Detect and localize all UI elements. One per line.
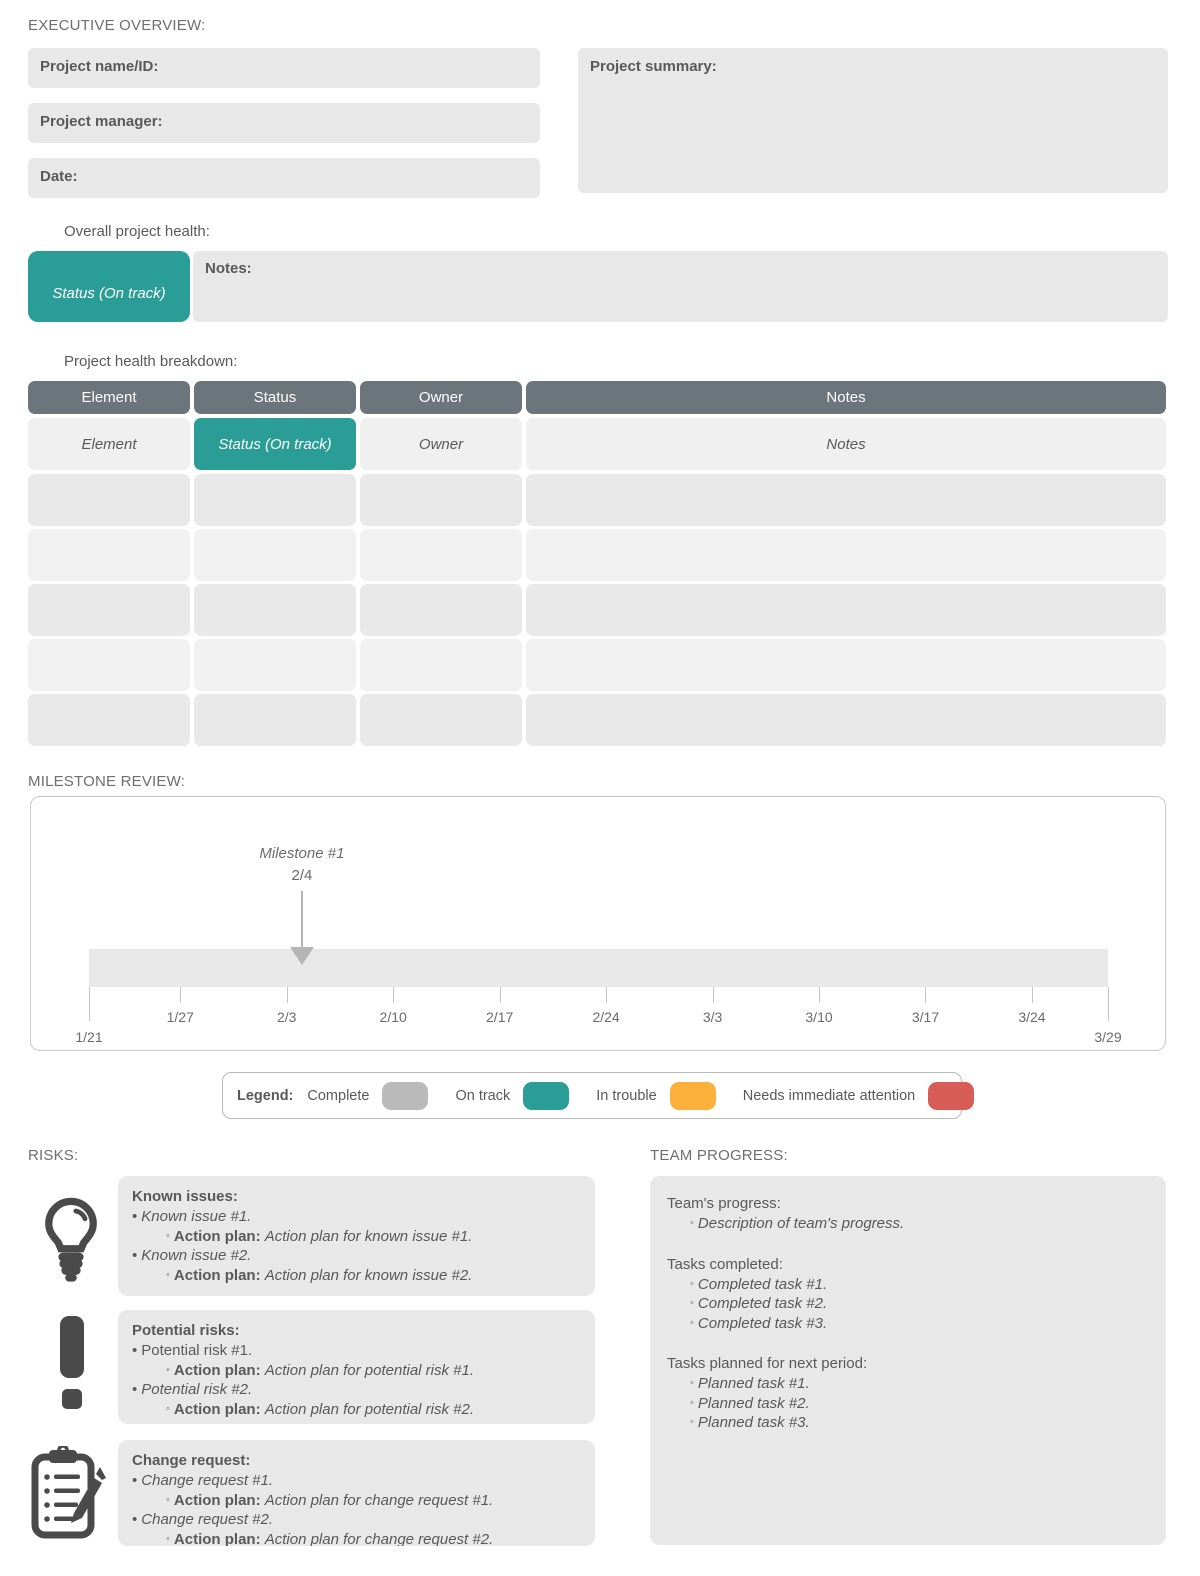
sub-bullet-icon: ◦ xyxy=(690,1277,694,1290)
exclamation-icon xyxy=(58,1316,86,1415)
risk-action-plan xyxy=(132,1530,581,1547)
action-plan-text: Action plan for potential risk #1. xyxy=(264,1361,475,1379)
action-plan-label: Action plan: xyxy=(173,1530,265,1546)
timeline-week-tick xyxy=(393,987,394,1003)
sub-bullet-icon: ◦ xyxy=(690,1416,694,1428)
legend-item xyxy=(455,1082,569,1110)
action-plan-label: Action plan: xyxy=(173,1266,265,1284)
action-plan-text: Action plan for change request #2. xyxy=(264,1530,494,1546)
legend-swatch xyxy=(382,1082,428,1110)
table-status-pill[interactable]: Status (On track) xyxy=(194,418,356,470)
table-cell-element[interactable]: Element xyxy=(28,418,190,470)
table-cell-notes[interactable]: Notes xyxy=(526,418,1166,470)
project-name-label: Project name/ID: xyxy=(40,58,159,75)
table-cell-empty[interactable] xyxy=(526,474,1166,526)
sub-bullet-icon: ◦ xyxy=(690,1297,694,1309)
milestone-label[interactable]: Milestone #1 xyxy=(259,845,345,862)
table-cell-empty[interactable] xyxy=(360,529,522,581)
risk-box-3[interactable] xyxy=(118,1440,595,1546)
team-progress-item xyxy=(667,1374,1149,1394)
risk-heading: Known issues: xyxy=(132,1188,238,1205)
legend-item xyxy=(743,1082,975,1110)
team-progress-item xyxy=(667,1394,1149,1414)
team-item-text: Description of team's progress. xyxy=(697,1215,905,1232)
team-item-text: Planned task #2. xyxy=(697,1394,810,1412)
milestone-arrow-line xyxy=(301,891,303,949)
team-section-heading: Team's progress: xyxy=(667,1195,781,1212)
sub-bullet-icon: ◦ xyxy=(166,1493,170,1506)
lightbulb-icon xyxy=(42,1194,100,1293)
timeline-week-label: 3/17 xyxy=(911,1009,940,1025)
risk-action-plan xyxy=(132,1266,581,1286)
timeline-week-label: 2/10 xyxy=(379,1009,407,1025)
sub-bullet-icon: ◦ xyxy=(166,1532,170,1545)
action-plan-text: Action plan for potential risk #2. xyxy=(264,1400,475,1418)
table-cell-empty[interactable] xyxy=(28,529,190,581)
bullet-icon: • xyxy=(132,1511,138,1528)
table-header-status: Status xyxy=(194,381,356,414)
action-plan-label: Action plan: xyxy=(173,1361,265,1379)
team-progress-item xyxy=(667,1294,1149,1314)
risk-box-1[interactable] xyxy=(118,1176,595,1296)
team-item-text: Completed task #2. xyxy=(697,1295,828,1312)
timeline-week-label: 3/3 xyxy=(702,1009,723,1025)
timeline-end-label: 3/29 xyxy=(1094,1029,1122,1045)
team-item-text: Completed task #3. xyxy=(697,1314,828,1332)
timeline-week-label: 2/17 xyxy=(486,1009,514,1025)
project-summary-field[interactable] xyxy=(578,48,1168,193)
team-progress-section xyxy=(667,1194,1149,1234)
risk-action-plan xyxy=(132,1400,581,1420)
risk-item-text: Change request #1. xyxy=(141,1472,274,1489)
risk-action-plan xyxy=(132,1491,581,1511)
risk-item xyxy=(132,1207,581,1227)
timeline-week-tick xyxy=(500,987,501,1003)
project-name-field[interactable] xyxy=(28,48,540,88)
team-progress-item xyxy=(667,1275,1149,1295)
risk-box-2[interactable] xyxy=(118,1310,595,1424)
table-cell-empty[interactable] xyxy=(28,474,190,526)
risk-action-plan xyxy=(132,1227,581,1247)
table-cell-empty[interactable] xyxy=(526,639,1166,691)
legend-item-label: Needs immediate attention xyxy=(742,1087,916,1104)
timeline-end-tick xyxy=(89,987,90,1021)
table-header-element: Element xyxy=(28,381,190,414)
legend-item-label: In trouble xyxy=(596,1087,657,1104)
table-row xyxy=(28,529,1166,581)
timeline-end-tick xyxy=(1108,987,1109,1021)
sub-bullet-icon: ◦ xyxy=(166,1268,170,1281)
team-item-text: Planned task #3. xyxy=(697,1414,810,1431)
project-summary-label: Project summary: xyxy=(590,58,717,75)
sub-bullet-icon: ◦ xyxy=(166,1402,170,1415)
table-row xyxy=(28,584,1166,636)
risk-item xyxy=(132,1471,581,1491)
sub-bullet-icon: ◦ xyxy=(166,1363,170,1376)
date-field[interactable] xyxy=(28,158,540,198)
date-label: Date: xyxy=(40,168,78,185)
team-progress-item xyxy=(667,1314,1149,1334)
team-progress-title: TEAM PROGRESS: xyxy=(650,1147,788,1164)
table-cell-empty[interactable] xyxy=(360,639,522,691)
timeline-week-tick xyxy=(925,987,926,1003)
team-progress-box[interactable] xyxy=(650,1176,1166,1545)
overall-health-label: Overall project health: xyxy=(64,223,210,240)
milestone-review-title: MILESTONE REVIEW: xyxy=(28,773,186,790)
table-header-notes: Notes xyxy=(526,381,1166,414)
bullet-icon: • xyxy=(132,1247,138,1264)
table-header-owner: Owner xyxy=(360,381,522,414)
team-progress-section xyxy=(667,1255,1149,1334)
table-cell-empty[interactable] xyxy=(194,529,356,581)
overall-notes-field[interactable] xyxy=(193,251,1168,322)
legend-item-label: Complete xyxy=(307,1087,370,1104)
bullet-icon: • xyxy=(132,1472,138,1489)
milestone-arrow-head xyxy=(290,947,314,965)
team-progress-section xyxy=(667,1354,1149,1433)
table-cell-empty[interactable] xyxy=(360,474,522,526)
legend-item xyxy=(596,1082,715,1110)
timeline-week-label: 2/3 xyxy=(276,1009,297,1025)
project-manager-label: Project manager: xyxy=(40,113,163,130)
milestone-date[interactable]: 2/4 xyxy=(291,867,313,884)
risk-item-text: Change request #2. xyxy=(141,1511,274,1528)
legend-swatch xyxy=(670,1082,716,1110)
action-plan-text: Action plan for known issue #2. xyxy=(264,1266,473,1284)
team-progress-item xyxy=(667,1413,1149,1433)
table-cell-empty[interactable] xyxy=(194,639,356,691)
health-breakdown-label: Project health breakdown: xyxy=(64,353,238,370)
action-plan-label: Action plan: xyxy=(173,1227,265,1245)
table-cell-empty[interactable] xyxy=(194,694,356,746)
table-row xyxy=(28,474,1166,526)
clipboard-pencil-icon xyxy=(30,1446,106,1545)
table-cell-empty[interactable] xyxy=(28,694,190,746)
timeline-week-tick xyxy=(287,987,288,1003)
timeline-week-label: 3/10 xyxy=(805,1009,833,1025)
risk-item xyxy=(132,1510,581,1530)
table-row xyxy=(28,639,1166,691)
team-item-text: Planned task #1. xyxy=(697,1375,810,1392)
risk-item xyxy=(132,1341,581,1361)
team-item-text: Completed task #1. xyxy=(697,1275,828,1293)
risk-item xyxy=(132,1246,581,1266)
overall-status-pill[interactable]: Status (On track) xyxy=(28,251,190,322)
risk-item-text: Potential risk #1. xyxy=(141,1342,253,1359)
action-plan-label: Action plan: xyxy=(173,1491,265,1509)
risk-heading: Change request: xyxy=(132,1452,251,1469)
risk-item-text: Potential risk #2. xyxy=(141,1381,253,1398)
table-cell-empty[interactable] xyxy=(360,694,522,746)
bullet-icon: • xyxy=(132,1208,138,1225)
sub-bullet-icon: ◦ xyxy=(166,1229,170,1242)
risk-item-text: Known issue #2. xyxy=(141,1247,252,1264)
sub-bullet-icon: ◦ xyxy=(690,1377,694,1389)
action-plan-label: Action plan: xyxy=(173,1400,265,1418)
legend xyxy=(222,1072,962,1119)
team-section-heading: Tasks planned for next period: xyxy=(667,1355,868,1372)
action-plan-text: Action plan for change request #1. xyxy=(264,1491,494,1509)
timeline-week-tick xyxy=(713,987,714,1003)
legend-swatch xyxy=(523,1082,569,1110)
table-cell-empty[interactable] xyxy=(526,529,1166,581)
sub-bullet-icon: ◦ xyxy=(690,1316,694,1329)
risk-item xyxy=(132,1380,581,1400)
risks-title: RISKS: xyxy=(28,1147,79,1164)
table-cell-empty[interactable] xyxy=(526,694,1166,746)
overall-notes-label: Notes: xyxy=(205,260,252,277)
table-cell-empty[interactable] xyxy=(526,584,1166,636)
risk-item-text: Known issue #1. xyxy=(141,1208,252,1225)
team-section-heading: Tasks completed: xyxy=(667,1255,783,1273)
table-cell-empty[interactable] xyxy=(194,474,356,526)
sub-bullet-icon: ◦ xyxy=(690,1396,694,1409)
legend-item xyxy=(307,1082,428,1110)
legend-swatch xyxy=(928,1082,974,1110)
timeline-week-label: 1/27 xyxy=(166,1009,194,1025)
legend-label: Legend: xyxy=(237,1087,294,1104)
timeline-bar xyxy=(89,949,1108,987)
timeline-week-label: 3/24 xyxy=(1018,1009,1046,1025)
timeline-week-label: 2/24 xyxy=(592,1009,620,1025)
table-cell-empty[interactable] xyxy=(28,639,190,691)
table-row xyxy=(28,694,1166,746)
timeline-end-label: 1/21 xyxy=(75,1029,103,1045)
legend-item-label: On track xyxy=(455,1087,511,1104)
table-cell-empty[interactable] xyxy=(28,584,190,636)
timeline-week-tick xyxy=(606,987,607,1003)
bullet-icon: • xyxy=(132,1342,138,1359)
timeline-week-tick xyxy=(819,987,820,1003)
table-cell-owner[interactable]: Owner xyxy=(360,418,522,470)
timeline-week-tick xyxy=(1032,987,1033,1003)
executive-overview-title: EXECUTIVE OVERVIEW: xyxy=(28,17,206,34)
risk-action-plan xyxy=(132,1361,581,1381)
bullet-icon: • xyxy=(132,1381,138,1398)
action-plan-text: Action plan for known issue #1. xyxy=(264,1227,473,1245)
project-manager-field[interactable] xyxy=(28,103,540,143)
milestone-timeline xyxy=(30,796,1166,1051)
team-progress-item xyxy=(667,1214,1149,1234)
risk-heading: Potential risks: xyxy=(132,1322,240,1339)
sub-bullet-icon: ◦ xyxy=(690,1217,694,1229)
timeline-week-tick xyxy=(180,987,181,1003)
table-cell-empty[interactable] xyxy=(194,584,356,636)
table-cell-empty[interactable] xyxy=(360,584,522,636)
